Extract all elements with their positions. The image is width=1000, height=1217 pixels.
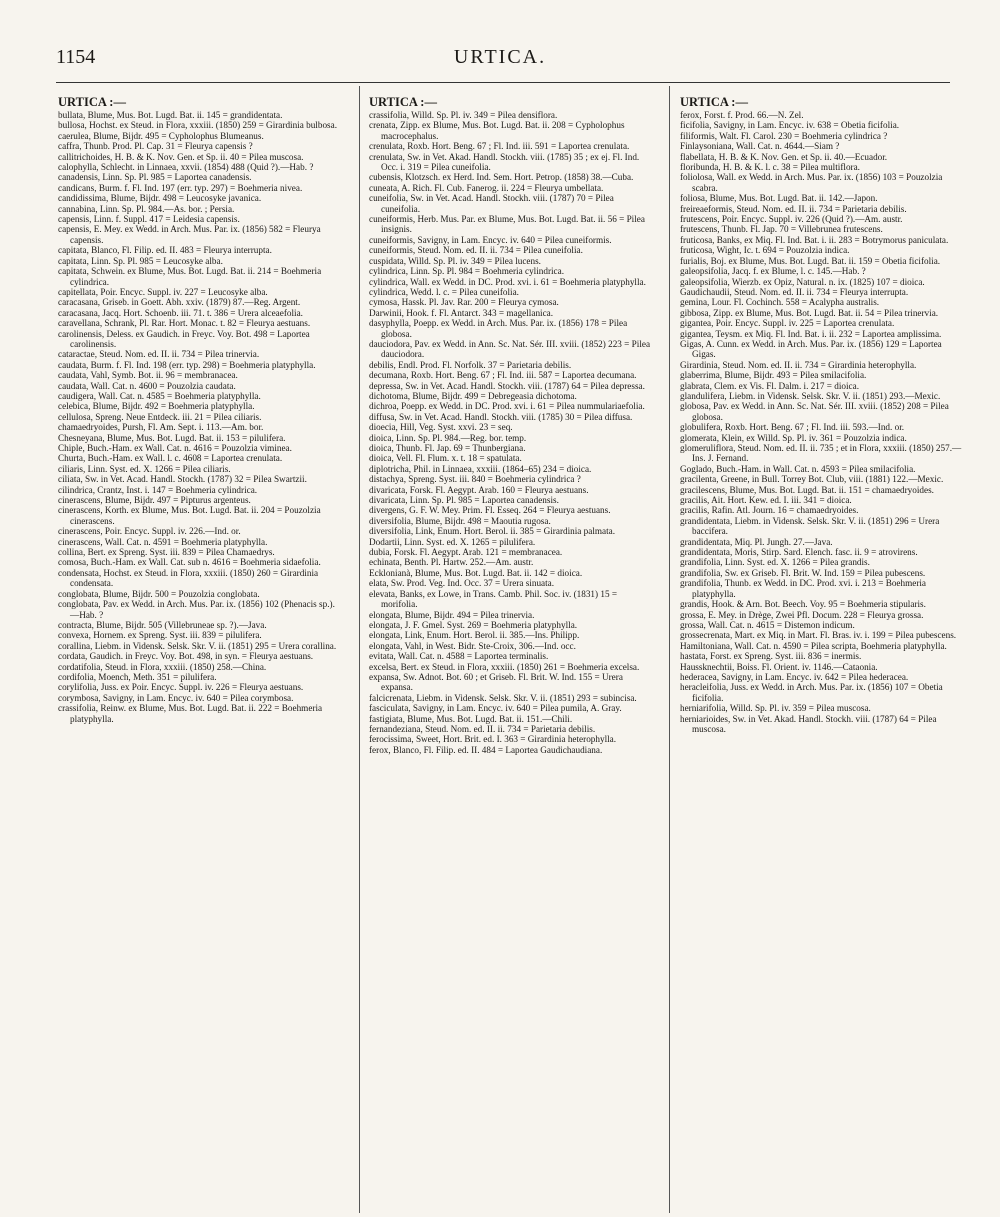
index-entry: filiformis, Walt. Fl. Carol. 230 = Boehmeria cylindrica ? (680, 130, 888, 141)
index-entry: caffra, Thunb. Prod. Pl. Cap. 31 = Fleurya capensis ? (58, 141, 253, 152)
index-entry: galeopsifolia, Jacq. f. ex Blume, l. c. 145.—Hab. ? (680, 266, 866, 277)
index-entry: dioica, Thunb. Fl. Jap. 69 = Thunbergiana. (369, 443, 526, 453)
index-entry: depressa, Sw. in Vet. Acad. Handl. Stockh. viii. (1787) 64 = Pilea depressa. (369, 380, 645, 391)
index-entry: foliolosa, Wall. ex Wedd. in Arch. Mus. Par. ix. (1856) 103 = Pouzolzia scabra. (680, 172, 943, 193)
index-entry: fruticosa, Wight, Ic. t. 694 = Pouzolzia indica. (680, 245, 850, 256)
index-entry: cuneiformis, Savigny, in Lam. Encyc. iv. 640 = Pilea cuneiformis. (369, 234, 612, 245)
index-entry: diplotricha, Phil. in Linnaea, xxxiii. (1864–65) 234 = dioica. (369, 463, 592, 474)
index-entry: grandis, Hook. & Arn. Bot. Beech. Voy. 95 = Boehmeria stipularis. (680, 599, 926, 610)
index-entry: condensata, Hochst. ex Steud. in Flora, xxxiii. (1850) 260 = Girardinia condensata. (58, 567, 319, 589)
index-entry: grandifolia, Thunb. ex Wedd. in DC. Prod. xvi. i. 213 = Boehmeria platyphylla. (680, 578, 927, 599)
column-1 (58, 95, 342, 1217)
index-entry: glomerata, Klein, ex Willd. Sp. Pl. iv. 361 = Pouzolzia indica. (680, 432, 907, 443)
index-entry: grossecrenata, Mart. ex Miq. in Mart. Fl. Bras. iv. i. 199 = Pilea pubescens. (680, 630, 957, 641)
index-entry: cylindrica, Linn. Sp. Pl. 984 = Boehmeria cylindrica. (369, 266, 565, 277)
index-entry: cuneifolia, Sw. in Vet. Acad. Handl. Stockh. viii. (1787) 70 = Pilea cuneifolia. (369, 193, 614, 214)
index-entry: ficifolia, Savigny, in Lam. Encyc. iv. 638 = Obetia ficifolia. (680, 120, 900, 131)
index-entry: canadensis, Linn. Sp. Pl. 985 = Laportea canadensis. (58, 172, 252, 183)
index-entry: gracilis, Ait. Hort. Kew. ed. I. iii. 341 = dioica. (680, 495, 852, 506)
index-entry: elongata, Link, Enum. Hort. Berol. ii. 385.—Ins. Philipp. (369, 630, 580, 641)
index-entry: galeopsifolia, Wierzb. ex Opiz, Natural. n. ix. (1825) 107 = dioica. (680, 276, 925, 287)
index-entry: cuspidata, Willd. Sp. Pl. iv. 349 = Pilea lucens. (369, 255, 541, 266)
entry-list (680, 110, 964, 734)
index-entry: gracilis, Rafin. Atl. Journ. 16 = chamaedryoides. (680, 505, 859, 516)
index-entry: globulifera, Roxb. Hort. Beng. 67 ; Fl. Ind. iii. 593.—Ind. or. (680, 422, 905, 433)
index-entry: excelsa, Bert. ex Steud. in Flora, xxxiii. (1850) 261 = Boehmeria excelsa. (369, 661, 640, 672)
index-entry: corylifolia, Juss. ex Poir. Encyc. Suppl. iv. 226 = Fleurya aestuans. (58, 682, 304, 693)
index-entry: floribunda, H. B. & K. l. c. 38 = Pilea multiflora. (680, 162, 860, 173)
index-entry: grandifolia, Sw. ex Griseb. Fl. Brit. W. Ind. 159 = Pilea pubescens. (680, 567, 926, 578)
index-entry: cuneata, A. Rich. Fl. Cub. Fanerog. ii. 224 = Fleurya umbellata. (369, 182, 604, 193)
index-entry: cuneiformis, Herb. Mus. Par. ex Blume, Mus. Bot. Lugd. Bat. ii. 56 = Pilea insignis. (369, 214, 645, 235)
index-entry: dubia, Forsk. Fl. Aegypt. Arab. 121 = membranacea. (369, 547, 563, 558)
index-entry: elongata, Vahl, in West. Bidr. Ste-Croix, 306.—Ind. occ. (369, 640, 576, 651)
page-number: 1154 (56, 46, 96, 68)
index-entry: caracasana, Griseb. in Goett. Abh. xxiv. (1879) 87.—Reg. Argent. (58, 297, 301, 308)
index-entry: hastata, Forst. ex Spreng. Syst. iii. 836 = inermis. (680, 651, 862, 662)
index-entry: conglobata, Pav. ex Wedd. in Arch. Mus. Par. ix. (1856) 102 (Phenacis sp.).—Hab. ? (58, 599, 335, 620)
index-entry: Finlaysoniana, Wall. Cat. n. 4644.—Siam ? (680, 141, 840, 152)
index-entry: Hamiltoniana, Wall. Cat. n. 4590 = Pilea scripta, Boehmeria platyphylla. (680, 640, 947, 651)
index-entry: cylindrica, Wall. ex Wedd. in DC. Prod. xvi. i. 61 = Boehmeria platyphylla. (369, 276, 646, 287)
index-entry: expansa, Sw. Adnot. Bot. 60 ; et Griseb. Fl. Brit. W. Ind. 155 = Urera expansa. (369, 671, 623, 693)
index-entry: calophylla, Schlecht. in Linnaea, xxvii. (1854) 488 (Quid ?).—Hab. ? (58, 162, 314, 173)
index-entry: bullata, Blume, Mus. Bot. Lugd. Bat. ii. 145 = grandidentata. (58, 110, 283, 120)
index-entry: cataractae, Steud. Nom. ed. II. ii. 734 = Pilea trinervia. (58, 349, 260, 360)
index-entry: dasyphylla, Poepp. ex Wedd. in Arch. Mus. Par. ix. (1856) 178 = Pilea globosa. (369, 318, 628, 339)
index-entry: ferocissima, Sweet, Hort. Brit. ed. I. 363 = Girardinia heterophylla. (369, 734, 617, 745)
index-entry: cubensis, Klotzsch. ex Herd. Ind. Sem. Hort. Petrop. (1858) 38.—Cuba. (369, 172, 634, 183)
index-entry: collina, Bert. ex Spreng. Syst. iii. 839 = Pilea Chamaedrys. (58, 547, 275, 558)
column-divider (669, 86, 670, 1213)
index-entry: debilis, Endl. Prod. Fl. Norfolk. 37 = Parietaria debilis. (369, 359, 572, 370)
index-entry: grossa, E. Mey. in Drège, Zwei Pfl. Docum. 228 = Fleurya grossa. (680, 609, 924, 620)
index-entry: candicans, Burm. f. Fl. Ind. 197 (err. typ. 297) = Boehmeria nivea. (58, 182, 303, 193)
index-entry: divergens, G. F. W. Mey. Prim. Fl. Esseq. 264 = Fleurya aestuans. (369, 505, 611, 516)
index-entry: caerulea, Blume, Bijdr. 495 = Cypholophus Blumeanus. (58, 130, 264, 141)
index-entry: cinerascens, Blume, Bijdr. 497 = Pipturus argenteus. (58, 495, 251, 506)
column-heading: URTICA :— (369, 95, 437, 109)
index-entry: foliosa, Blume, Mus. Bot. Lugd. Bat. ii. 142.—Japon. (680, 193, 878, 204)
index-entry: cylindrica, Wedd. l. c. = Pilea cuneifolia. (369, 286, 519, 297)
index-entry: Churta, Buch.-Ham. ex Wall. l. c. 4608 = Laportea crenulata. (58, 453, 283, 464)
index-entry: ferox, Blanco, Fl. Filip. ed. II. 484 = Laportea Gaudichaudiana. (369, 744, 603, 755)
index-entry: gemina, Lour. Fl. Cochinch. 558 = Acalypha australis. (680, 297, 880, 308)
index-entry: cordatifolia, Steud. in Flora, xxxiii. (1850) 258.—China. (58, 661, 267, 672)
index-entry: grandidentata, Liebm. in Vidensk. Selsk. Skr. V. ii. (1851) 296 = Urera baccifera. (680, 515, 940, 537)
index-entry: fernandeziana, Steud. Nom. ed. II. ii. 734 = Parietaria debilis. (369, 723, 596, 734)
index-entry: decumana, Roxb. Hort. Beng. 67 ; Fl. Ind. iii. 587 = Laportea decumana. (369, 370, 637, 381)
index-entry: evitata, Wall. Cat. n. 4588 = Laportea terminalis. (369, 651, 549, 662)
index-entry: herniarioides, Sw. in Vet. Akad. Handl. Stockh. viii. (1787) 64 = Pilea muscosa. (680, 713, 937, 734)
index-entry: gibbosa, Zipp. ex Blume, Mus. Bot. Lugd. Bat. ii. 54 = Pilea trinervia. (680, 307, 939, 318)
index-entry: carolinensis, Deless. ex Gaudich. in Freyc. Voy. Bot. 498 = Laportea carolinensis. (58, 328, 310, 349)
index-entry: Gigas, A. Cunn. ex Wedd. in Arch. Mus. Par. ix. (1856) 129 = Laportea Gigas. (680, 338, 942, 360)
running-head: URTICA. (453, 46, 547, 68)
index-entry: diversifolia, Link, Enum. Hort. Berol. ii. 385 = Girardinia palmata. (369, 526, 616, 537)
header-rule (56, 82, 950, 83)
index-entry: cinerascens, Poir. Encyc. Suppl. iv. 226.—Ind. or. (58, 526, 241, 537)
index-entry: elongata, Blume, Bijdr. 494 = Pilea trinervia. (369, 609, 535, 620)
index-entry: gracilenta, Greene, in Bull. Torrey Bot. Club, viii. (1881) 122.—Mexic. (680, 474, 944, 485)
index-entry: crenulata, Sw. in Vet. Akad. Handl. Stockh. viii. (1785) 35 ; ex ej. Fl. Ind. Occ. i. 319 = Pilea cuneifolia. (369, 151, 640, 173)
index-entry: cordifolia, Moench, Meth. 351 = pilulifera. (58, 671, 217, 682)
index-entry: comosa, Buch.-Ham. ex Wall. Cat. sub n. 4616 = Boehmeria sidaefolia. (58, 557, 321, 568)
index-entry: dioica, Vell. Fl. Flum. x. t. 18 = spatulata. (369, 453, 522, 464)
index-entry: corymbosa, Savigny, in Lam. Encyc. iv. 640 = Pilea corymbosa. (58, 692, 294, 703)
index-entry: conglobata, Blume, Bijdr. 500 = Pouzolzia conglobata. (58, 588, 260, 599)
index-entry: frutescens, Poir. Encyc. Suppl. iv. 226 (Quid ?).—Am. austr. (680, 214, 903, 225)
index-entry: freireaeformis, Steud. Nom. ed. II. ii. 734 = Parietaria debilis. (680, 203, 907, 214)
index-entry: dichotoma, Blume, Bijdr. 499 = Debregeasia dichotoma. (369, 390, 577, 401)
index-entry: hederacea, Savigny, in Lam. Encyc. iv. 642 = Pilea hederacea. (680, 671, 909, 682)
index-entry: glomeruliflora, Steud. Nom. ed. II. ii. 735 ; et in Flora, xxxiii. (1850) 257.—Ins. J. Fernand. (680, 443, 962, 464)
index-entry: Chiple, Buch.-Ham. ex Wall. Cat. n. 4616 = Pouzolzia viminea. (58, 443, 292, 453)
index-entry: frutescens, Thunb. Fl. Jap. 70 = Villebrunea frutescens. (680, 224, 883, 235)
index-entry: Gaudichaudii, Steud. Nom. ed. II. ii. 734 = Fleurya interrupta. (680, 286, 909, 297)
column-heading: URTICA :— (58, 95, 126, 109)
index-entry: diversifolia, Blume, Bijdr. 498 = Maoutia rugosa. (369, 515, 551, 526)
index-entry: chamaedryoides, Pursh, Fl. Am. Sept. i. 113.—Am. bor. (58, 422, 264, 433)
index-entry: cannabina, Linn. Sp. Pl. 984.—As. bor. ; Persia. (58, 203, 235, 214)
index-entry: fruticosa, Banks, ex Miq. Fl. Ind. Bat. i. ii. 283 = Botrymorus paniculata. (680, 234, 949, 245)
index-entry: globosa, Pav. ex Wedd. in Ann. Sc. Nat. Sér. III. xviii. (1852) 208 = Pilea globosa. (680, 401, 949, 422)
index-entry: capitata, Schwein. ex Blume, Mus. Bot. Lugd. Bat. ii. 214 = Boehmeria cylindrica. (58, 266, 322, 287)
index-entry: dauciodora, Pav. ex Wedd. in Ann. Sc. Nat. Sér. III. xviii. (1852) 223 = Pilea dauciodora. (369, 338, 651, 360)
index-entry: dioica, Linn. Sp. Pl. 984.—Reg. bor. temp. (369, 432, 527, 443)
index-entry: cordata, Gaudich. in Freyc. Voy. Bot. 498, in syn. = Fleurya aestuans. (58, 651, 314, 662)
index-entry: cilindrica, Crantz, Inst. i. 147 = Boehmeria cylindrica. (58, 484, 258, 495)
index-entry: Girardinia, Steud. Nom. ed. II. ii. 734 = Girardinia heterophylla. (680, 359, 917, 370)
index-entry: ferox, Forst. f. Prod. 66.—N. Zel. (680, 110, 804, 120)
index-entry: capitata, Linn. Sp. Pl. 985 = Leucosyke alba. (58, 255, 223, 266)
index-entry: crassifolia, Willd. Sp. Pl. iv. 349 = Pilea densiflora. (369, 110, 558, 120)
index-entry: diffusa, Sw. in Vet. Acad. Handl. Stockh. viii. (1785) 30 = Pilea diffusa. (369, 411, 633, 422)
index-entry: crenulata, Roxb. Hort. Beng. 67 ; Fl. Ind. iii. 591 = Laportea crenulata. (369, 141, 630, 152)
index-entry: fasciculata, Savigny, in Lam. Encyc. iv. 640 = Pilea pumila, A. Gray. (369, 703, 622, 714)
index-entry: capensis, Linn. f. Suppl. 417 = Leidesia capensis. (58, 214, 240, 225)
entry-list (58, 110, 342, 724)
index-entry: herniarifolia, Willd. Sp. Pl. iv. 359 = Pilea muscosa. (680, 703, 871, 714)
index-entry: grossa, Wall. Cat. n. 4615 = Distemon indicum. (680, 619, 855, 630)
index-entry: elata, Sw. Prod. Veg. Ind. Occ. 37 = Urera sinuata. (369, 578, 555, 589)
index-entry: heracleifolia, Juss. ex Wedd. in Arch. Mus. Par. ix. (1856) 107 = Obetia ficifolia. (680, 682, 943, 703)
index-entry: Ecklonianà, Blume, Mus. Bot. Lugd. Bat. ii. 142 = dioica. (369, 567, 583, 578)
index-entry: gracilescens, Blume, Mus. Bot. Lugd. Bat. ii. 151 = chamaedryoides. (680, 484, 934, 495)
column-divider (359, 86, 360, 1213)
index-entry: candidissima, Blume, Bijdr. 498 = Leucosyke javanica. (58, 193, 262, 204)
index-entry: capitellata, Poir. Encyc. Suppl. iv. 227 = Leucosyke alba. (58, 286, 268, 297)
index-entry: cellulosa, Spreng. Neue Entdeck. iii. 21 = Pilea ciliaris. (58, 411, 262, 422)
index-entry: capitata, Blanco, Fl. Filip. ed. II. 483 = Fleurya interrupta. (58, 245, 272, 256)
index-entry: convexa, Hornem. ex Spreng. Syst. iii. 839 = pilulifera. (58, 630, 262, 641)
index-entry: bullosa, Hochst. ex Steud. in Flora, xxxiii. (1850) 259 = Girardinia bulbosa. (58, 120, 337, 131)
index-entry: Haussknechtii, Boiss. Fl. Orient. iv. 1146.—Cataonia. (680, 661, 878, 672)
index-entry: cuneiformis, Steud. Nom. ed. II. ii. 734 = Pilea cuneifolia. (369, 245, 583, 256)
index-entry: gigantea, Poir. Encyc. Suppl. iv. 225 = Laportea crenulata. (680, 318, 895, 329)
index-entry: caravellana, Schrank, Pl. Rar. Hort. Monac. t. 82 = Fleurya aestuans. (58, 318, 311, 329)
index-entry: Goglado, Buch.-Ham. in Wall. Cat. n. 4593 = Pilea smilacifolia. (680, 463, 916, 474)
index-entry: falcicrenata, Liebm. in Vidensk. Selsk. Skr. V. ii. (1851) 293 = subincisa. (369, 692, 637, 703)
index-entry: glandulifera, Liebm. in Vidensk. Selsk. Skr. V. ii. (1851) 293.—Mexic. (680, 390, 941, 401)
index-entry: glabrata, Clem. ex Vis. Fl. Dalm. i. 217 = dioica. (680, 380, 859, 391)
index-entry: callitrichoides, H. B. & K. Nov. Gen. et Sp. ii. 40 = Pilea muscosa. (58, 151, 304, 162)
column-heading: URTICA :— (680, 95, 748, 109)
index-entry: elevata, Banks, ex Lowe, in Trans. Camb. Phil. Soc. iv. (1831) 15 = morifolia. (369, 588, 618, 610)
column-3 (680, 95, 964, 1217)
index-entry: ciliata, Sw. in Vet. Acad. Handl. Stockh. (1787) 32 = Pilea Swartzii. (58, 474, 307, 485)
index-entry: fastigiata, Blume, Mus. Bot. Lugd. Bat. ii. 151.—Chili. (369, 713, 573, 724)
index-entry: caudata, Burm. f. Fl. Ind. 198 (err. typ. 298) = Boehmeria platyphylla. (58, 359, 316, 370)
index-entry: Chesneyana, Blume, Mus. Bot. Lugd. Bat. ii. 153 = pilulifera. (58, 432, 286, 443)
index-entry: grandidentata, Moris, Stirp. Sard. Elench. fasc. ii. 9 = atrovirens. (680, 547, 918, 558)
index-entry: grandidentata, Miq. Pl. Jungh. 27.—Java. (680, 536, 833, 547)
index-entry: cinerascens, Wall. Cat. n. 4591 = Boehmeria platyphylla. (58, 536, 268, 547)
index-entry: divaricata, Linn. Sp. Pl. 985 = Laportea canadensis. (369, 495, 559, 506)
index-entry: dioecia, Hill, Veg. Syst. xxvi. 23 = seq. (369, 422, 513, 433)
index-entry: cinerascens, Korth. ex Blume, Mus. Bot. Lugd. Bat. ii. 204 = Pouzolzia cinerascens. (58, 505, 321, 526)
index-entry: cymosa, Hassk. Pl. Jav. Rar. 200 = Fleurya cymosa. (369, 297, 559, 308)
index-entry: corallina, Liebm. in Vidensk. Selsk. Skr. V. ii. (1851) 295 = Urera corallina. (58, 640, 337, 651)
index-entry: caracasana, Jacq. Hort. Schoenb. iii. 71. t. 386 = Urera alceaefolia. (58, 307, 303, 318)
index-entry: Darwinii, Hook. f. Fl. Antarct. 343 = magellanica. (369, 307, 554, 318)
index-entry: celebica, Blume, Bijdr. 492 = Boehmeria platyphylla. (58, 401, 255, 412)
index-entry: gigantea, Teysm. ex Miq. Fl. Ind. Bat. i. ii. 232 = Laportea amplissima. (680, 328, 942, 339)
index-entry: ciliaris, Linn. Syst. ed. X. 1266 = Pilea ciliaris. (58, 463, 231, 474)
index-entry: glaberrima, Blume, Bijdr. 493 = Pilea smilacifolia. (680, 370, 867, 381)
entry-list (369, 110, 653, 755)
index-entry: capensis, E. Mey. ex Wedd. in Arch. Mus. Par. ix. (1856) 582 = Fleurya capensis. (58, 224, 321, 245)
index-entry: dichroa, Poepp. ex Wedd. in DC. Prod. xvi. i. 61 = Pilea nummulariaefolia. (369, 401, 645, 412)
index-entry: grandifolia, Linn. Syst. ed. X. 1266 = Pilea grandis. (680, 557, 870, 568)
index-entry: caudata, Wall. Cat. n. 4600 = Pouzolzia caudata. (58, 380, 236, 391)
index-entry: contracta, Blume, Bijdr. 505 (Villebruneae sp. ?).—Java. (58, 619, 267, 630)
index-entry: elongata, J. F. Gmel. Syst. 269 = Boehmeria platyphylla. (369, 619, 578, 630)
index-entry: crenata, Zipp. ex Blume, Mus. Bot. Lugd. Bat. ii. 208 = Cypholophus macrocephalus. (369, 120, 625, 141)
index-entry: divaricata, Forsk. Fl. Aegypt. Arab. 160 = Fleurya aestuans. (369, 484, 589, 495)
index-entry: caudata, Vahl, Symb. Bot. ii. 96 = membranacea. (58, 370, 238, 381)
index-entry: distachya, Spreng. Syst. iii. 840 = Boehmeria cylindrica ? (369, 474, 581, 485)
index-entry: caudigera, Wall. Cat. n. 4585 = Boehmeria platyphylla. (58, 390, 261, 401)
index-entry: Dodartii, Linn. Syst. ed. X. 1265 = pilulifera. (369, 536, 536, 547)
index-entry: echinata, Benth. Pl. Hartw. 252.—Am. austr. (369, 557, 534, 568)
index-entry: crassifolia, Reinw. ex Blume, Mus. Bot. Lugd. Bat. ii. 222 = Boehmeria platyphylla. (58, 703, 323, 724)
index-entry: furialis, Boj. ex Blume, Mus. Bot. Lugd. Bat. ii. 159 = Obetia ficifolia. (680, 255, 941, 266)
column-2 (369, 95, 653, 1217)
index-entry: flabellata, H. B. & K. Nov. Gen. et Sp. ii. 40.—Ecuador. (680, 151, 888, 162)
